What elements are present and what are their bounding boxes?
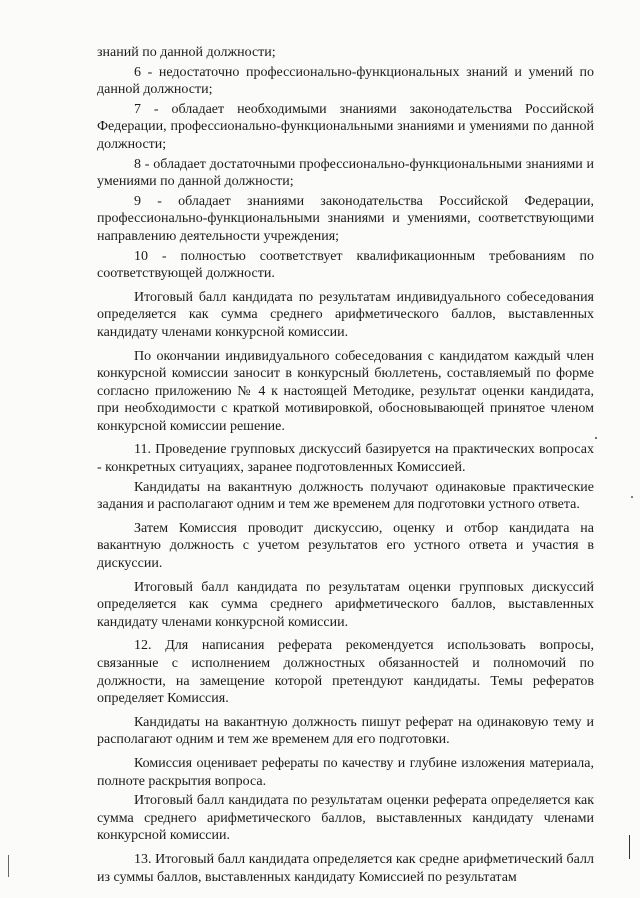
- paragraph-essay-total: Итоговый балл кандидата по результатам оценки реферата определяется как сумма среднего арифметического баллов, выставленных кандидату членами конкурсной комиссии.: [97, 793, 594, 844]
- paragraph-continuation: знаний по данной должности;: [97, 45, 276, 60]
- paragraph-score-10: 10 - полностью соответствует квалификационным требованиям по соответствующей должности.: [97, 248, 594, 282]
- paragraph-section-11: 11. Проведение групповых дискуссий базируется на практических вопросах - конкретных ситуациях, заранее подготовленных Комиссией.: [97, 442, 594, 476]
- scan-speck: [631, 496, 633, 498]
- scan-edge-mark: [629, 835, 630, 859]
- scan-speck: [595, 437, 597, 439]
- document-page: [97, 44, 594, 892]
- paragraph-section-12: 12. Для написания реферата рекомендуется использовать вопросы, связанные с исполнением должностных обязанностей и полномочий по должности, на замещение которой претендуют кандидаты. Темы рефератов определяет Комиссия.: [97, 638, 594, 707]
- paragraph-candidates-tasks: Кандидаты на вакантную должность получают одинаковые практические задания и располагают одним и тем же временем для подготовки устного ответа.: [97, 479, 594, 513]
- paragraph-essay-evaluation: Комиссия оценивает рефераты по качеству и глубине изложения материала, полноте раскрытия вопроса.: [97, 755, 594, 789]
- paragraph-score-9: 9 - обладает знаниями законодательства Российской Федерации, профессионально-функциональными знаниями и умениями, соответствующими направлению деятельности учреждения;: [97, 193, 594, 244]
- paragraph-discussion-total: Итоговый балл кандидата по результатам оценки групповых дискуссий определяется как сумма среднего арифметического баллов, выставленных кандидату членами конкурсной комиссии.: [97, 579, 594, 630]
- paragraph-score-7: 7 - обладает необходимыми знаниями законодательства Российской Федерации, профессионально-функциональными знаниями и умениями по данной должности;: [97, 101, 594, 152]
- paragraph-interview-total: Итоговый балл кандидата по результатам индивидуального собеседования определяется как сумма среднего арифметического баллов, выставленных кандидату членами конкурсной комиссии.: [97, 289, 594, 340]
- paragraph-section-13: 13. Итоговый балл кандидата определяется как средне арифметический балл из суммы баллов, выставленных кандидату Комиссией по результатам: [97, 851, 594, 885]
- paragraph-commission-discussion: Затем Комиссия проводит дискуссию, оценку и отбор кандидата на вакантную должность с учетом результатов его устного ответа и участия в дискуссии.: [97, 520, 594, 572]
- scan-edge-mark: [8, 855, 9, 877]
- paragraph-interview-ballot: По окончании индивидуального собеседования с кандидатом каждый член конкурсной комиссии заносит в конкурсный бюллетень, составляемый по форме согласно приложению № 4 к настоящей Методике, результат оценки кандидата, при необходимости с краткой мотивировкой, обосновывающей принятое членом конкурсной комиссии решение.: [97, 348, 594, 434]
- paragraph-score-8: 8 - обладает достаточными профессионально-функциональными знаниями и умениями по данной должности;: [97, 156, 594, 190]
- paragraph-essay-writing: Кандидаты на вакантную должность пишут реферат на одинаковую тему и располагают одним и тем же временем для его подготовки.: [97, 714, 594, 748]
- paragraph-score-6: 6 - недостаточно профессионально-функциональных знаний и умений по данной должности;: [97, 64, 594, 98]
